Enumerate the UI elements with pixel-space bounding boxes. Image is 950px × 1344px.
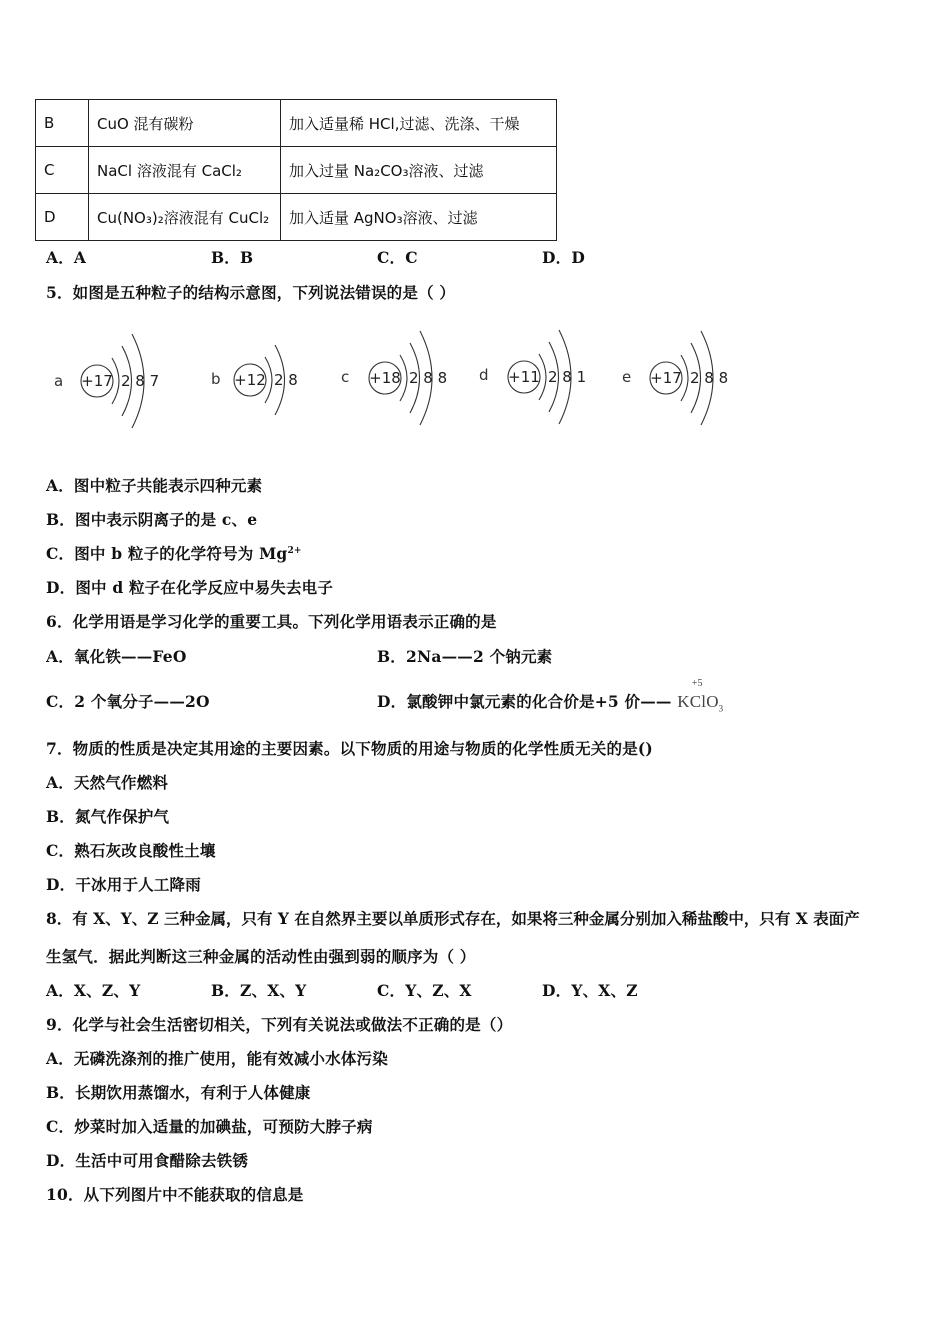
q8-option-a[interactable]: A．X、Z、Y (46, 981, 141, 1000)
table-cell-option: C (36, 147, 89, 194)
q4-options-table (35, 99, 557, 241)
q9-option-b[interactable]: B．长期饮用蒸馏水，有利于人体健康 (46, 1083, 311, 1102)
q6-option-b[interactable]: B．2Na——2 个钠元素 (377, 647, 553, 666)
q9-option-c[interactable]: C．炒菜时加入适量的加碘盐，可预防大脖子病 (46, 1117, 373, 1136)
q8-stem-line1: 8．有 X、Y、Z 三种金属，只有 Y 在自然界主要以单质形式存在，如果将三种金属分别加入稀盐酸中，只有 X 表面产 (46, 909, 860, 928)
q6-option-a[interactable]: A．氧化铁——FeO (46, 647, 187, 666)
q6-option-d-text: D．氯酸钾中氯元素的化合价是+5 价—— (377, 692, 672, 711)
q5-option-d[interactable]: D．图中 d 粒子在化学反应中易失去电子 (46, 578, 334, 597)
formula-subscript: 3 (718, 703, 724, 714)
particle-label: b (211, 370, 221, 388)
q9-option-a[interactable]: A．无磷洗涤剂的推广使用，能有效减小水体污染 (46, 1049, 388, 1068)
q8-stem-line2: 生氢气．据此判断这三种金属的活动性由强到弱的顺序为（ ） (46, 947, 476, 966)
q9-stem: 9．化学与社会生活密切相关，下列有关说法或做法不正确的是（） (46, 1015, 513, 1034)
electron-counts: 2 8 8 (690, 369, 729, 387)
q5-option-c-text: C．图中 b 粒子的化学符号为 Mg (46, 544, 288, 563)
table-cell-method: 加入适量 AgNO₃溶液、过滤 (281, 194, 557, 241)
formula-o: O (706, 692, 719, 711)
formula-k: K (677, 692, 690, 711)
table-cell-method: 加入适量稀 HCl,过滤、洗涤、干燥 (281, 100, 557, 147)
kclo3-formula (677, 678, 724, 714)
q7-stem: 7．物质的性质是决定其用途的主要因素。以下物质的用途与物质的化学性质无关的是() (46, 739, 653, 758)
q7-option-d[interactable]: D．干冰用于人工降雨 (46, 875, 201, 894)
q5-option-a[interactable]: A．图中粒子共能表示四种元素 (46, 476, 263, 495)
table-cell-option: B (36, 100, 89, 147)
nuclear-charge: +17 (81, 372, 113, 390)
q8-option-c[interactable]: C．Y、Z、X (377, 981, 472, 1000)
particle-label: c (341, 368, 350, 386)
q7-option-b[interactable]: B．氮气作保护气 (46, 807, 170, 826)
table-row (36, 147, 557, 194)
particle-label: a (54, 372, 64, 390)
particle-label: d (479, 366, 489, 384)
formula-cl-wrap (689, 678, 707, 711)
q5-option-b[interactable]: B．图中表示阴离子的是 c、e (46, 510, 258, 529)
q6-option-c[interactable]: C．2 个氧分子——2O (46, 692, 210, 711)
atomic-structure-diagrams (40, 318, 760, 443)
nuclear-charge: +11 (508, 368, 540, 386)
q7-option-a[interactable]: A．天然气作燃料 (46, 773, 169, 792)
nuclear-charge: +18 (369, 369, 401, 387)
q4-choice-a[interactable]: A．A (46, 248, 87, 267)
q9-option-d[interactable]: D．生活中可用食醋除去铁锈 (46, 1151, 249, 1170)
q5-stem: 5．如图是五种粒子的结构示意图，下列说法错误的是（ ） (46, 283, 456, 302)
q6-option-d[interactable] (377, 678, 724, 714)
table-row (36, 194, 557, 241)
formula-cl: Cl (689, 692, 707, 711)
electron-counts: 2 8 7 (121, 372, 160, 390)
electron-counts: 2 8 1 (548, 368, 587, 386)
q4-choice-c[interactable]: C．C (377, 248, 418, 267)
q6-stem: 6．化学用语是学习化学的重要工具。下列化学用语表示正确的是 (46, 612, 497, 631)
table-cell-mixture: Cu(NO₃)₂溶液混有 CuCl₂ (89, 194, 281, 241)
q7-option-c[interactable]: C．熟石灰改良酸性土壤 (46, 841, 216, 860)
q8-option-d[interactable]: D．Y、X、Z (542, 981, 638, 1000)
q5-option-c[interactable] (46, 542, 302, 564)
q4-choice-d[interactable]: D．D (542, 248, 585, 267)
electron-counts: 2 8 (274, 371, 298, 389)
q4-choice-b[interactable]: B．B (211, 248, 254, 267)
table-cell-mixture: CuO 混有碳粉 (89, 100, 281, 147)
nuclear-charge: +12 (234, 371, 266, 389)
mg-charge-superscript: 2+ (287, 545, 302, 556)
table-cell-option: D (36, 194, 89, 241)
q8-option-b[interactable]: B．Z、X、Y (211, 981, 307, 1000)
table-row (36, 100, 557, 147)
particle-label: e (622, 368, 632, 386)
electron-counts: 2 8 8 (409, 369, 448, 387)
nuclear-charge: +17 (650, 369, 682, 387)
q10-stem: 10．从下列图片中不能获取的信息是 (46, 1185, 304, 1204)
valence-label: +5 (691, 678, 703, 689)
table-cell-mixture: NaCl 溶液混有 CaCl₂ (89, 147, 281, 194)
table-cell-method: 加入过量 Na₂CO₃溶液、过滤 (281, 147, 557, 194)
